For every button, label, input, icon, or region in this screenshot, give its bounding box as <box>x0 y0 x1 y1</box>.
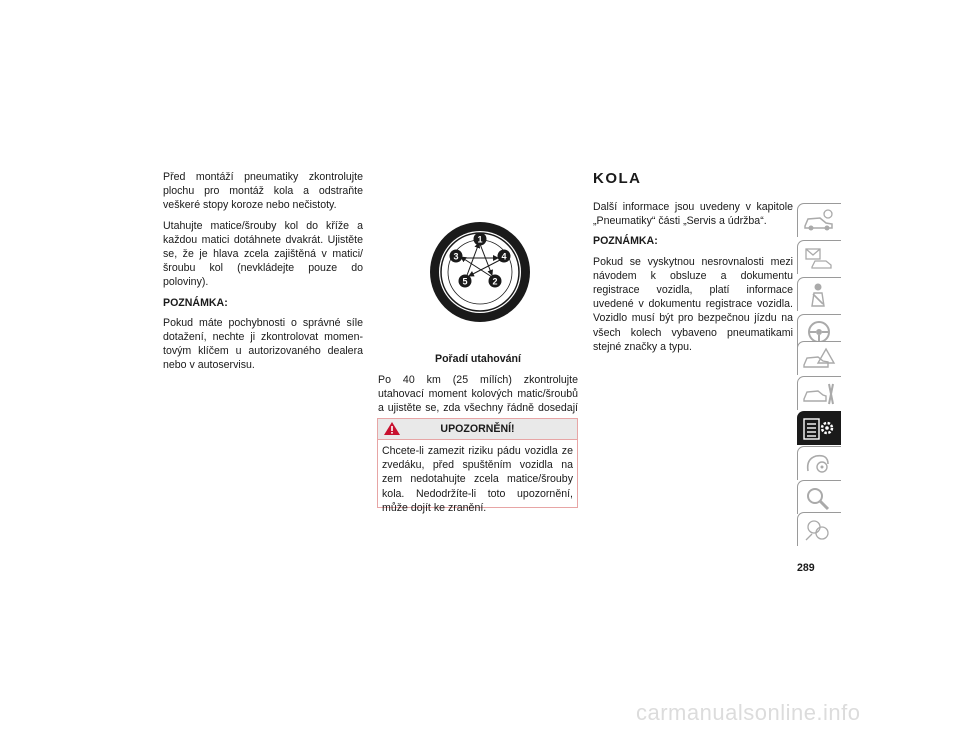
note-text: Pokud se vyskytnou nesrovnalosti mezi návodem k obsluze a dokumentu registrace vozidla, platí informace uvedené v dokumentu registrace vozidla. Vozidlo musí být pro bezpečnou jízdu na všech kolech vybaveno pneumatikami stejné značky a typu. <box>593 255 793 353</box>
lug-number-3: 3 <box>453 251 459 262</box>
chapter-tab-1[interactable] <box>797 203 841 237</box>
right-column <box>593 200 793 360</box>
warning-title: UPOZORNĚNÍ! <box>440 423 515 435</box>
reference-paragraph: Další informace jsou uvedeny v kapitole „Pneumatiky“ části „Servis a údržba“. <box>593 201 793 228</box>
lug-number-4: 4 <box>501 251 507 262</box>
page-number: 289 <box>797 562 815 574</box>
tightening-paragraph: Utahujte matice/šrouby kol do kříže a každou matici dotáhnete dvakrát. Ujistěte se, že je hlava zcela zajištěná v matici/šroubu kol (nevkládejte pouze do poloviny). <box>163 219 363 289</box>
car-service-tools-icon <box>802 381 836 407</box>
lug-nut-5 <box>459 275 472 288</box>
chapter-tab-5[interactable] <box>797 341 841 375</box>
lug-number-2: 2 <box>492 276 498 287</box>
watermark: carmanualsonline.info <box>636 700 861 725</box>
chapter-tab-10[interactable] <box>797 512 841 546</box>
lug-number-1: 1 <box>477 234 483 245</box>
warning-box <box>377 418 578 514</box>
lug-nut-2 <box>489 275 502 288</box>
warning-text: Chcete-li zamezit riziku pádu vozidla ze zvedáku, před spuštěním vozidla na zem nedotahujte zcela matice/šrouby kola. Nedodržíte-li toto upozornění, může dojít ke zranění. <box>382 445 573 514</box>
lug-nut-1 <box>474 233 487 246</box>
specifications-gear-icon <box>802 416 836 442</box>
chapter-tab-7-active[interactable] <box>797 411 841 445</box>
seatbelt-person-icon <box>802 282 836 308</box>
lug-nut-3 <box>450 250 463 263</box>
note-heading: POZNÁMKA: <box>163 296 228 309</box>
intro-paragraph: Před montáží pneumatiky zkontrolujte plochu pro montáž kola a odstraňte veškeré stopy koroze nebo nečistoty. <box>163 171 363 212</box>
tightening-sequence-figure <box>428 220 532 324</box>
chapter-tab-3[interactable] <box>797 277 841 311</box>
section-title: KOLA <box>593 170 642 187</box>
chapter-tab-9[interactable] <box>797 480 841 514</box>
warning-header <box>378 419 577 440</box>
car-warning-icon <box>802 346 836 372</box>
note-heading: POZNÁMKA: <box>593 235 658 248</box>
lug-number-5: 5 <box>462 276 468 287</box>
recheck-paragraph: Po 40 km (25 mílích) zkontrolujte utahovací moment kolových matic/šroubů a ujistěte se, zda všechny řádně dosedají <box>378 374 578 415</box>
languages-icon <box>802 517 836 543</box>
figure-caption: Pořadí utahování <box>435 353 521 365</box>
index-magnifier-icon <box>802 485 836 511</box>
left-column <box>163 170 363 379</box>
rim-face <box>448 240 512 304</box>
lug-nut-4 <box>498 250 511 263</box>
car-info-icon <box>802 208 836 234</box>
chapter-tab-6[interactable] <box>797 376 841 410</box>
note-text: Pokud máte pochybnosti o správné síle dotažení, nechte ji zkontrolovat momen-tovým klíčem u autorizovaného dealera nebo v autoservisu. <box>163 316 363 372</box>
chapter-tab-2[interactable] <box>797 240 841 274</box>
multimedia-icon <box>802 451 836 477</box>
mail-car-icon <box>802 245 836 271</box>
chapter-tab-8[interactable] <box>797 446 841 480</box>
